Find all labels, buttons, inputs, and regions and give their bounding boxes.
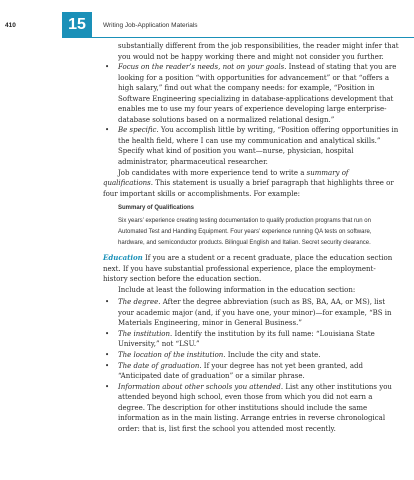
page-body: [103, 41, 399, 434]
bullet-specific: [103, 125, 399, 167]
continued-paragraph: substantially different from the job responsibilities, the reader might infer that you would not be happy working there and might not consider you further.: [118, 42, 399, 61]
bullet-glyph: •: [105, 298, 110, 307]
bullet-glyph: •: [105, 329, 110, 338]
bullet-glyph: •: [105, 63, 110, 72]
summary-term: summary of qualifications: [103, 168, 349, 188]
running-title: Writing Job-Application Materials: [103, 22, 198, 29]
bullet-date-text: If your degree has not yet been granted, add “Anticipated date of graduation” or a similar phrase.: [118, 361, 364, 381]
header-rule: [92, 37, 414, 38]
page-number: 410: [5, 22, 16, 29]
bullet-degree: [103, 297, 399, 329]
summary-intro-paragraph: [103, 168, 399, 200]
bullet-other-schools: [103, 382, 399, 435]
bullet-glyph: •: [105, 126, 110, 135]
bullet-institution-text: Identify the institution by its full name: “Louisiana State University,” not “LSU.”: [118, 329, 375, 349]
bullet-specific-text: You accomplish little by writing, “Position offering opportunities in the health field, where I can use my communication and analytical skills.” Specify what kind of position you want—nurse, physician, hospital administrator, pharmaceutical researcher.: [118, 126, 399, 167]
education-heading: Education: [103, 253, 143, 263]
bullet-location-text: Include the city and state.: [225, 351, 321, 359]
bullet-institution: [103, 329, 399, 350]
bullet-glyph: •: [105, 361, 110, 370]
education-intro: If you are a student or a recent graduate, place the education section next. If you have substantial professional experience, place the employment-history section before the education section.: [103, 254, 393, 284]
education-include-paragraph: Include at least the following information in the education section:: [118, 285, 356, 294]
bullet-location: [103, 350, 399, 361]
page-header: [0, 0, 414, 40]
bullet-institution-lead: The institution.: [118, 329, 173, 338]
bullet-focus-lead: Focus on the reader’s needs, not on your goals.: [118, 63, 287, 72]
bullet-degree-text: After the degree abbreviation (such as BS, BA, AA, or MS), list your academic major (and, if you have one, your minor)—for example, “BS in Materials Engineering, minor in General Business.”: [118, 298, 392, 328]
summary-intro-before: Job candidates with more experience tend to write a: [118, 168, 307, 177]
bullet-other-text: List any other institutions you attended beyond high school, even those from which you did not earn a degree. The description for other institutions should include the same information as in the main listing. Arrange entries in reverse chronological order: that is, list first the school you attended most recently.: [118, 382, 392, 433]
summary-of-qualifications-example: [118, 203, 399, 249]
bullet-focus-text: Instead of stating that you are looking for a position “with opportunities for advancement” or that “offers a high salary,” find out what the company needs: for example, “Position in Software Engineering specializing in database-applications development that enables me to use my four years of experience developing large enterprise-database solutions based on a normalized relational design.”: [118, 63, 397, 124]
bullet-other-lead: Information about other schools you attended.: [118, 382, 284, 391]
bullet-location-lead: The location of the institution.: [118, 351, 226, 359]
chapter-number-badge: 15: [62, 12, 92, 38]
education-paragraph: [103, 253, 399, 285]
bullet-date: [103, 361, 399, 382]
bullet-glyph: •: [105, 351, 110, 359]
summary-intro-after: . This statement is usually a brief paragraph that highlights three or four important skills or accomplishments. For example:: [103, 179, 394, 198]
bullet-focus: [103, 62, 399, 125]
summary-example-title: Summary of Qualifications: [118, 205, 195, 212]
bullet-specific-lead: Be specific.: [118, 126, 159, 135]
bullet-glyph: •: [105, 382, 110, 391]
bullet-date-lead: The date of graduation.: [118, 361, 202, 370]
summary-example-text: Six years’ experience creating testing documentation to qualify production programs that run on Automated Test and Handling Equipment. Four years’ experience running QA tests on software, hardware, and semiconductor products. Bilingual English and Italian. Secret security clearance.: [118, 217, 372, 246]
bullet-degree-lead: The degree.: [118, 298, 161, 307]
